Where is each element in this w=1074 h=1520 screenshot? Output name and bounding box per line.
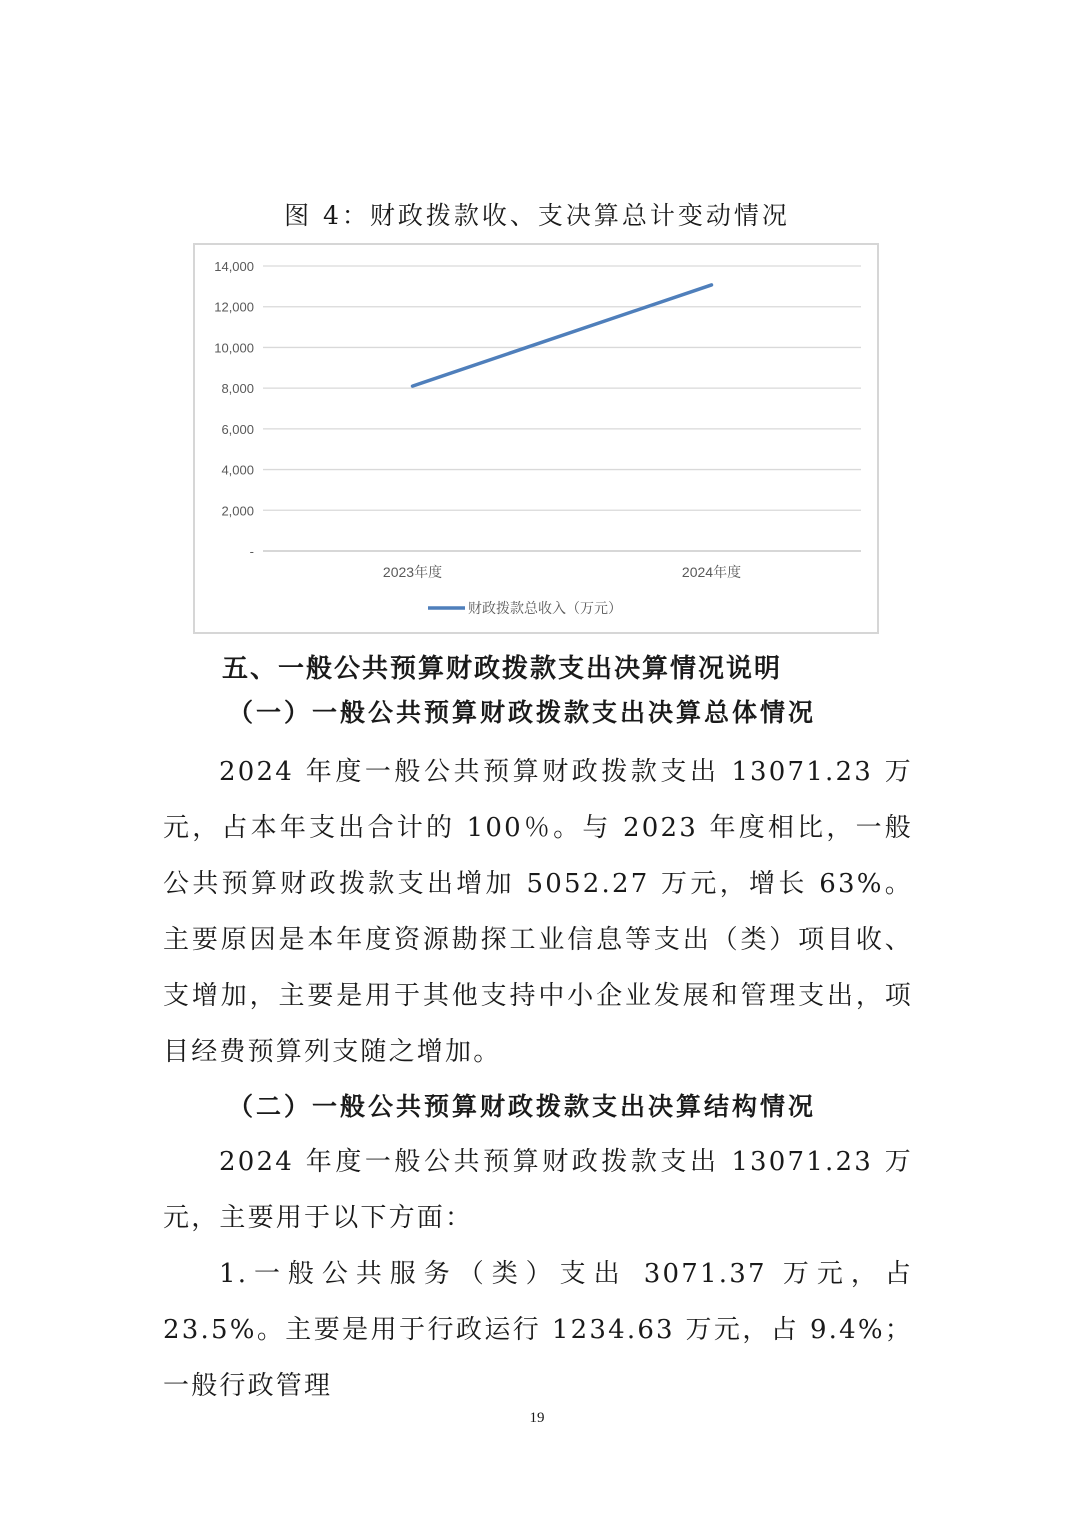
x-tick-label: 2023年度 (382, 564, 443, 580)
y-tick-label: 2,000 (221, 503, 254, 519)
page-number: 19 (529, 1410, 545, 1426)
y-tick-label: 12,000 (214, 299, 254, 315)
x-tick-label: 2024年度 (681, 564, 742, 580)
section-title: 五、一般公共预算财政拨款支出决算情况说明 (222, 654, 783, 684)
subsection-title-overall: （一）一般公共预算财政拨款支出决算总体情况 (228, 698, 817, 727)
paragraph-structure-text: 2024 年度一般公共预算财政拨款支出 13071.23 万元，主要用于以下方面： (163, 1147, 913, 1233)
y-tick-label: - (249, 544, 254, 559)
line-chart (193, 243, 879, 634)
y-tick-label: 8,000 (221, 381, 254, 397)
paragraph-item-1-text: 1.一般公共服务（类）支出 3071.37 万元，占 23.5%。主要是用于行政运行 1234.63 万元，占 9.4%；一般行政管理 (163, 1259, 913, 1401)
subsection-title-structure: （二）一般公共预算财政拨款支出决算结构情况 (228, 1092, 817, 1121)
chart-svg (195, 245, 881, 636)
legend-label: 财政拨款总收入（万元） (468, 600, 622, 616)
paragraph-overall-text: 2024 年度一般公共预算财政拨款支出 13071.23 万元，占本年支出合计的 100％。与 2023 年度相比，一般公共预算财政拨款支出增加 5052.27 万元，增长 63%。主要原因是本年度资源勘探工业信息等支出（类）项目收、支增加，主要是用于其他支持中小企业发展和管理支出，项目经费预算列支随之增加。 (163, 757, 913, 1067)
y-tick-label: 4,000 (221, 462, 254, 478)
y-tick-label: 6,000 (221, 421, 254, 437)
y-tick-label: 10,000 (214, 340, 254, 356)
paragraph-overall (163, 744, 913, 1080)
y-tick-label: 14,000 (214, 259, 254, 274)
figure-caption: 图 4：财政拨款收、支决算总计变动情况 (284, 201, 790, 230)
paragraph-item-1 (163, 1246, 913, 1414)
paragraph-structure (163, 1134, 913, 1246)
series-line (413, 285, 712, 386)
